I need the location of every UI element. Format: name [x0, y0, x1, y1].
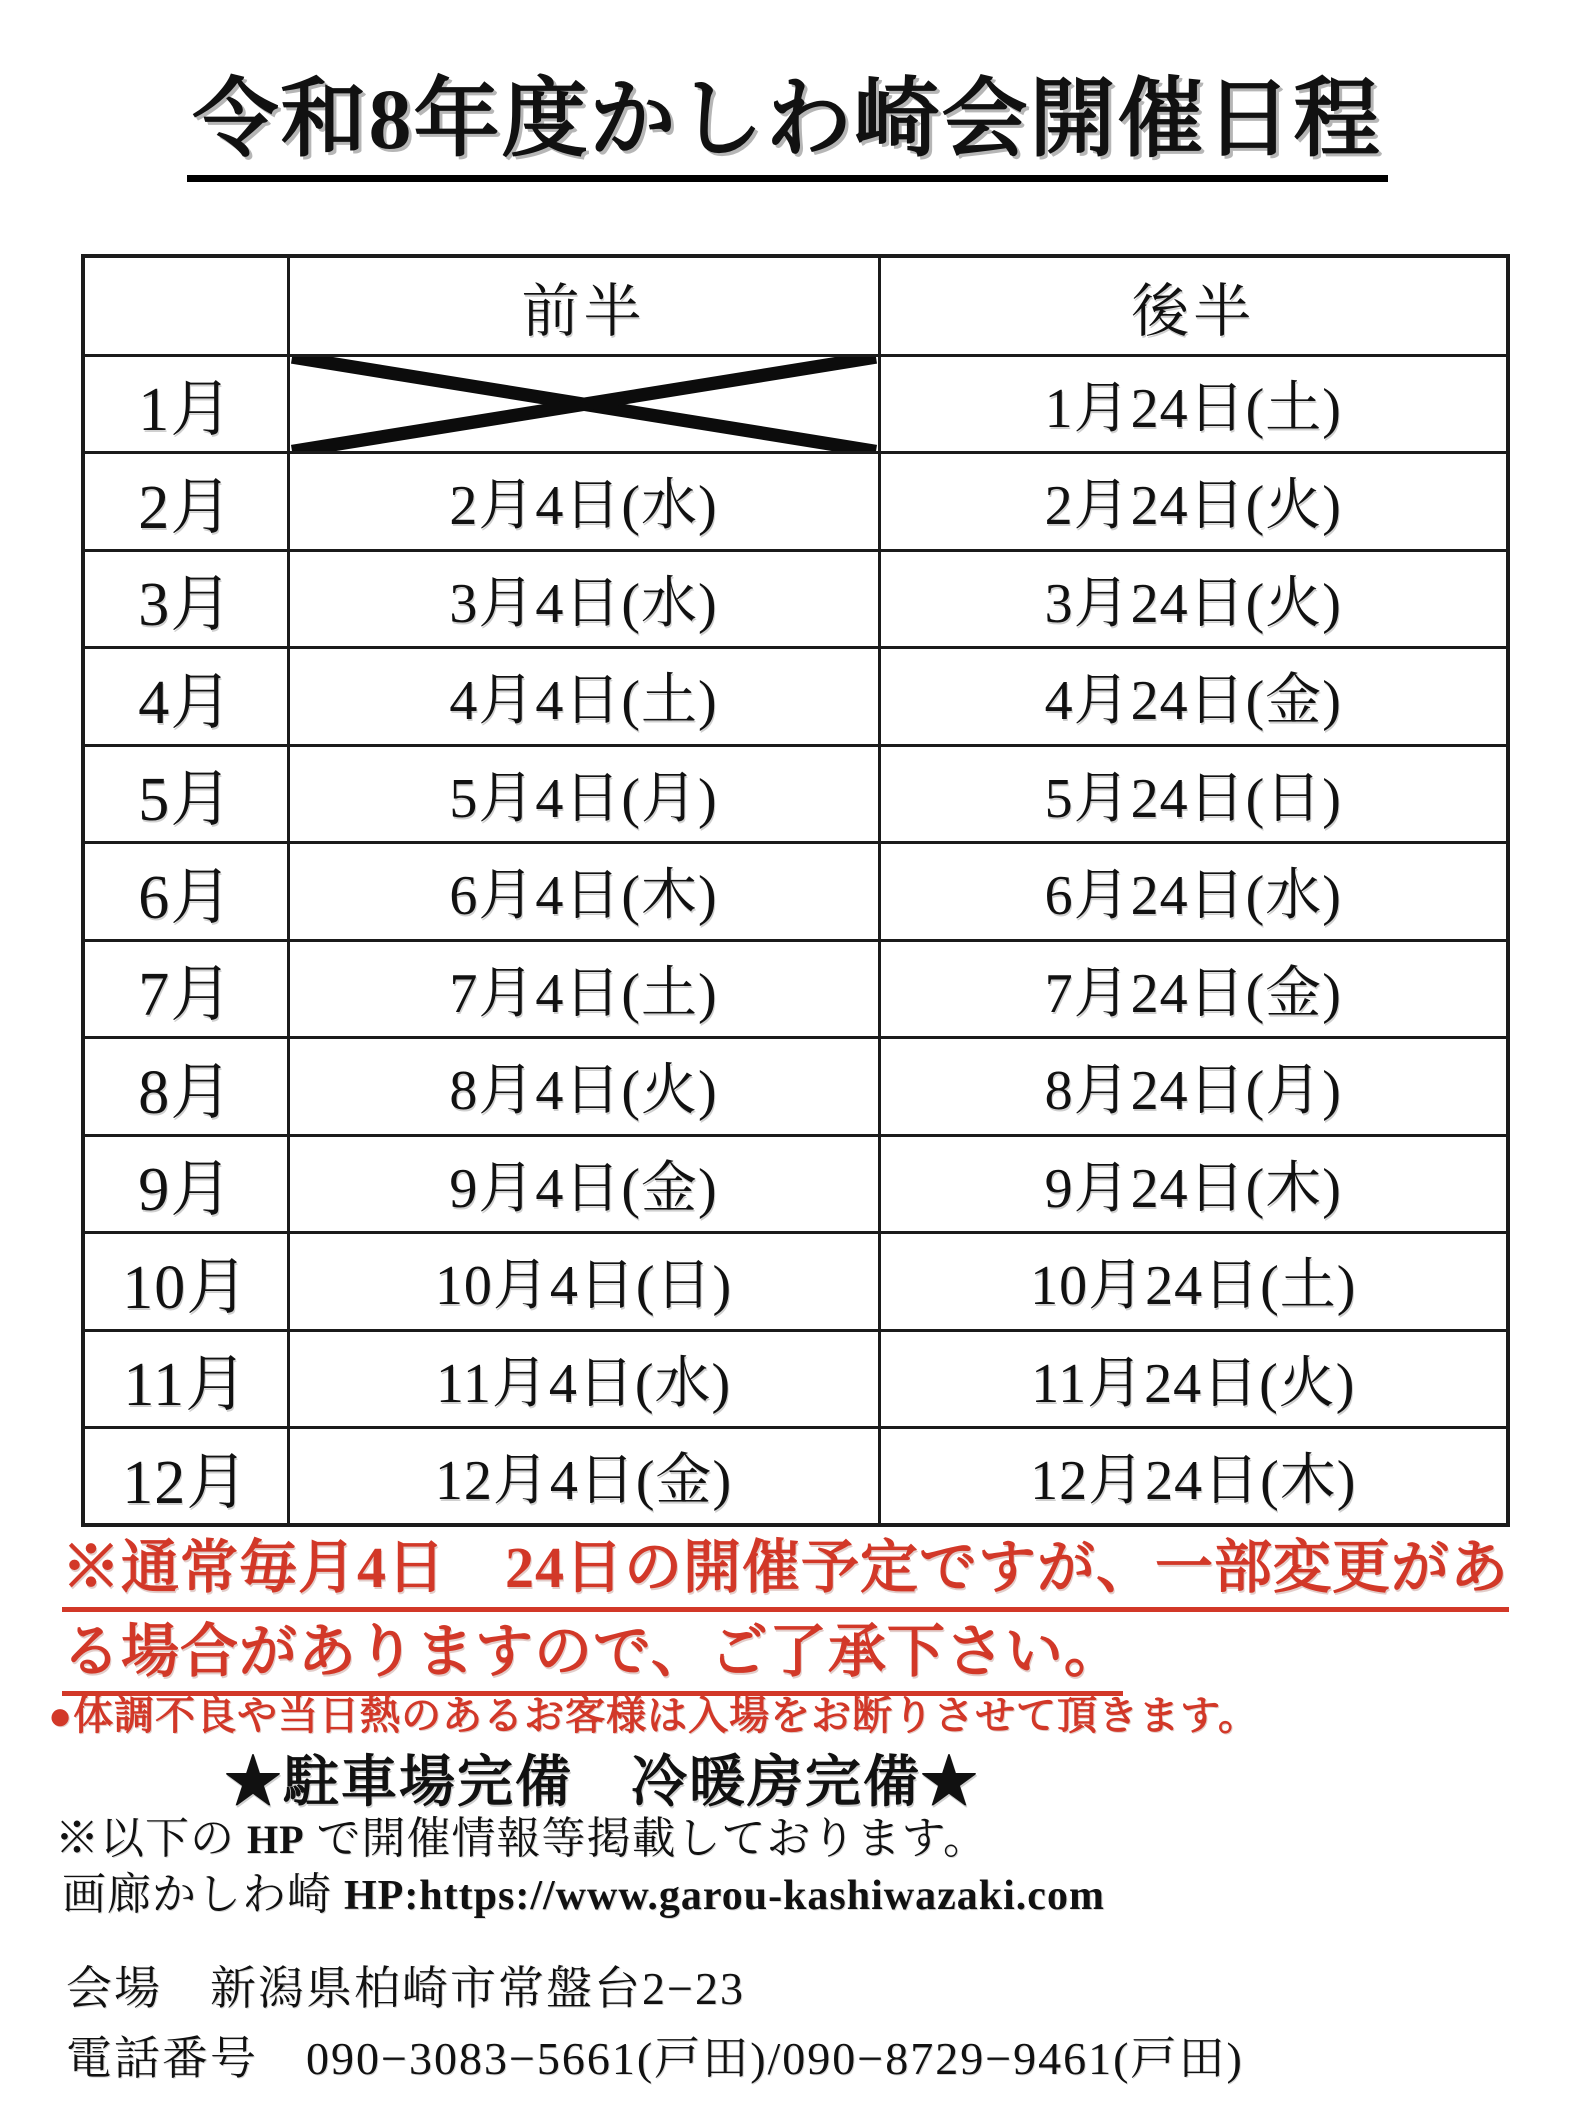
table-row-jun: [83, 843, 1508, 941]
second-half-cell: 12月24日(木): [879, 1428, 1508, 1526]
first-half-cell: 2月4日(水): [288, 453, 879, 551]
first-half-cell: 5月4日(月): [288, 745, 879, 843]
schedule-table-wrap: [81, 254, 1510, 1527]
second-half-cell: 8月24日(月): [879, 1038, 1508, 1136]
second-half-cell: 10月24日(土): [879, 1233, 1508, 1331]
month-cell: 10月: [83, 1233, 288, 1331]
second-half-cell: 6月24日(水): [879, 843, 1508, 941]
table-row-oct: [83, 1233, 1508, 1331]
header-row: [83, 256, 1508, 355]
second-half-cell: 5月24日(日): [879, 745, 1508, 843]
x-mark-icon: [290, 355, 878, 453]
first-half-cell: 10月4日(日): [288, 1233, 879, 1331]
schedule-table: [81, 254, 1510, 1527]
second-half-cell: 1月24日(土): [879, 355, 1508, 453]
header-first-half: 前半: [288, 256, 879, 355]
second-half-cell: 3月24日(火): [879, 550, 1508, 648]
hp-note: [55, 1802, 988, 1866]
gallery-hp-line: [62, 1858, 1105, 1922]
change-notice-line1: ※通常毎月4日 24日の開催予定ですが、一部変更があ: [62, 1532, 1509, 1612]
table-row-jan: [83, 355, 1508, 453]
crossed-out-cell: [288, 355, 879, 453]
table-row-apr: [83, 648, 1508, 746]
month-cell: 9月: [83, 1135, 288, 1233]
hp-note-pre: ※以下の: [55, 1814, 247, 1863]
second-half-cell: 4月24日(金): [879, 648, 1508, 746]
first-half-cell: 8月4日(火): [288, 1038, 879, 1136]
first-half-cell: 7月4日(土): [288, 940, 879, 1038]
change-notice: [62, 1532, 1509, 1700]
table-row-dec: [83, 1428, 1508, 1526]
venue-line: 会場 新潟県柏崎市常盤台2−23: [66, 1963, 745, 2014]
table-row-sep: [83, 1135, 1508, 1233]
page-header: [0, 72, 1574, 182]
month-cell: 2月: [83, 453, 288, 551]
first-half-cell: 11月4日(水): [288, 1330, 879, 1428]
gallery-url: HP:https://www.garou-kashiwazaki.com: [344, 1873, 1105, 1919]
first-half-cell: 12月4日(金): [288, 1428, 879, 1526]
month-cell: 11月: [83, 1330, 288, 1428]
first-half-cell: 9月4日(金): [288, 1135, 879, 1233]
page-title: 令和8年度かしわ崎会開催日程: [187, 72, 1388, 182]
gallery-name: 画廊かしわ崎: [62, 1870, 344, 1919]
month-cell: 8月: [83, 1038, 288, 1136]
table-row-nov: [83, 1330, 1508, 1428]
month-cell: 7月: [83, 940, 288, 1038]
table-row-mar: [83, 550, 1508, 648]
hp-note-post: で開催情報等掲載しております。: [304, 1814, 989, 1863]
second-half-cell: 11月24日(火): [879, 1330, 1508, 1428]
phone-line: 電話番号 090−3083−5661(戸田)/090−8729−9461(戸田): [66, 2033, 1244, 2084]
month-cell: 5月: [83, 745, 288, 843]
second-half-cell: 7月24日(金): [879, 940, 1508, 1038]
header-second-half: 後半: [879, 256, 1508, 355]
month-cell: 1月: [83, 355, 288, 453]
header-month-cell: [83, 256, 288, 355]
month-cell: 12月: [83, 1428, 288, 1526]
table-row-aug: [83, 1038, 1508, 1136]
health-notice: ●体調不良や当日熱のあるお客様は入場をお断りさせて頂きます。: [48, 1693, 1259, 1738]
first-half-cell: 6月4日(木): [288, 843, 879, 941]
month-cell: 6月: [83, 843, 288, 941]
second-half-cell: 2月24日(火): [879, 453, 1508, 551]
first-half-cell: 4月4日(土): [288, 648, 879, 746]
table-row-may: [83, 745, 1508, 843]
change-notice-line2: る場合がありますので、ご了承下さい。: [62, 1616, 1123, 1696]
first-half-cell: 3月4日(水): [288, 550, 879, 648]
table-row-feb: [83, 453, 1508, 551]
hp-note-bold: HP: [247, 1817, 305, 1862]
second-half-cell: 9月24日(木): [879, 1135, 1508, 1233]
month-cell: 4月: [83, 648, 288, 746]
month-cell: 3月: [83, 550, 288, 648]
facilities-line: ★駐車場完備 冷暖房完備★: [225, 1752, 979, 1814]
table-row-jul: [83, 940, 1508, 1038]
